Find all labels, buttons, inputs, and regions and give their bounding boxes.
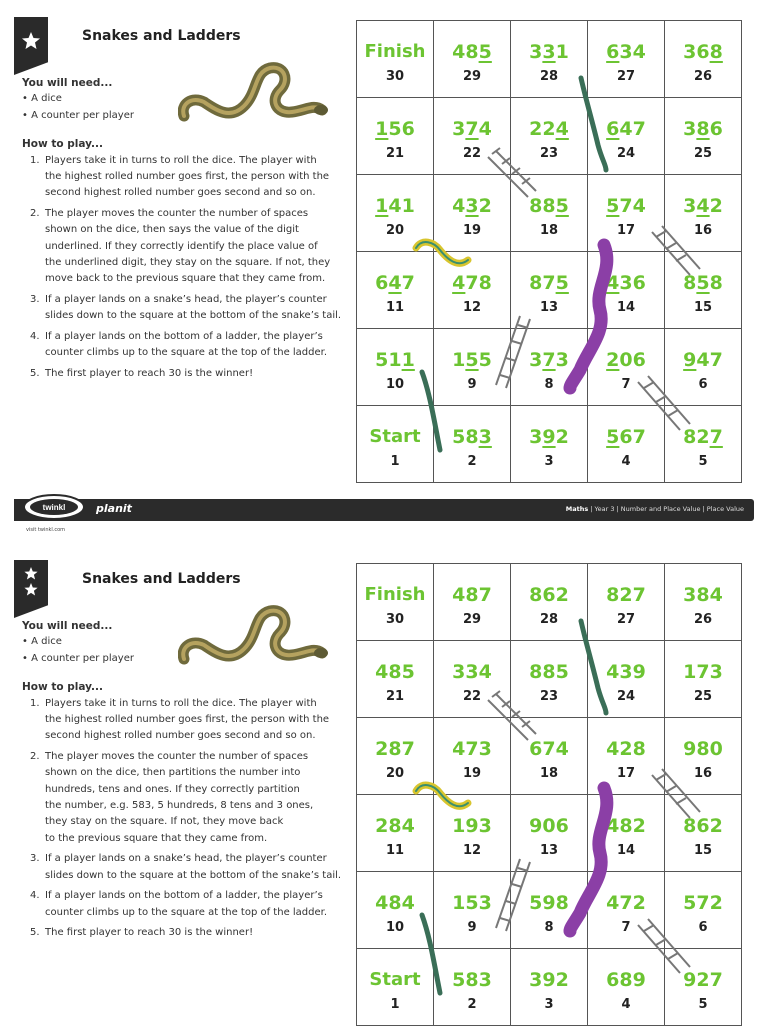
- square-number: 19: [462, 766, 482, 781]
- rule-item: [22, 153, 352, 202]
- underlined-digit: 5: [465, 349, 479, 371]
- square-number: 28: [539, 69, 559, 84]
- square-number: 8: [544, 920, 554, 935]
- list-item: • A counter per player: [22, 109, 134, 121]
- square-value: 980: [683, 738, 723, 760]
- board-square: [357, 406, 434, 483]
- rule-line: second highest rolled number goes second and so on.: [45, 730, 316, 742]
- board-square: [665, 795, 742, 872]
- worksheet-title: Snakes and Ladders: [82, 571, 241, 587]
- square-number: 16: [693, 766, 713, 781]
- square-value: 284: [375, 815, 415, 837]
- square-value: 484: [375, 892, 415, 914]
- square-value: 374: [452, 118, 492, 140]
- square-value: 885: [529, 661, 569, 683]
- list-item: • A dice: [22, 93, 62, 105]
- star-icon: [14, 17, 48, 75]
- underlined-digit: 4: [555, 118, 569, 140]
- board-square: [434, 252, 511, 329]
- underlined-digit: 9: [683, 349, 697, 371]
- square-number: 7: [621, 377, 631, 392]
- square-value: 373: [529, 349, 569, 371]
- underlined-digit: 4: [388, 272, 402, 294]
- star-icon: [14, 560, 48, 618]
- underlined-digit: 1: [375, 195, 389, 217]
- rule-line: slides down to the square at the bottom of the snake’s tail.: [45, 310, 342, 322]
- square-value: 674: [529, 738, 569, 760]
- rule-item: [22, 749, 352, 847]
- square-number: 25: [693, 146, 713, 161]
- rule-number: 4.: [30, 890, 40, 902]
- rule-item: [22, 888, 352, 921]
- rule-line: the number, e.g. 583, 5 hundreds, 8 tens and 3 ones,: [45, 800, 314, 812]
- underlined-digit: 5: [696, 272, 710, 294]
- board-square: [434, 175, 511, 252]
- square-number: 17: [616, 223, 636, 238]
- board-square: [434, 98, 511, 175]
- underlined-digit: 6: [606, 41, 620, 63]
- square-value: 156: [375, 118, 415, 140]
- rule-number: 2.: [30, 207, 40, 219]
- square-value: 487: [452, 584, 492, 606]
- board-square: [665, 252, 742, 329]
- board-square: [357, 329, 434, 406]
- square-number: 8: [544, 377, 554, 392]
- board-square: [511, 718, 588, 795]
- board-square: [357, 175, 434, 252]
- square-value: 511: [375, 349, 415, 371]
- board-square: [588, 406, 665, 483]
- board-square: [665, 175, 742, 252]
- rule-line: the highest rolled number goes first, the person with the: [45, 171, 330, 183]
- underlined-digit: 6: [606, 118, 620, 140]
- square-number: 21: [385, 689, 405, 704]
- board-square: [434, 718, 511, 795]
- underlined-digit: 5: [606, 195, 620, 217]
- rule-line: hundreds, tens and ones. If they correctly partition: [45, 783, 300, 795]
- square-value: 173: [683, 661, 723, 683]
- square-number: 13: [539, 843, 559, 858]
- rule-line: Players take it in turns to roll the dice. The player with: [45, 154, 317, 166]
- square-value: 858: [683, 272, 723, 294]
- square-number: 6: [698, 377, 708, 392]
- underlined-digit: 8: [696, 118, 710, 140]
- board-square: [434, 872, 511, 949]
- square-number: 4: [621, 454, 631, 469]
- square-number: 2: [467, 454, 477, 469]
- square-value: 689: [606, 969, 646, 991]
- star-tab: [14, 17, 48, 75]
- rule-line: slides down to the square at the bottom of the snake’s tail.: [45, 869, 342, 881]
- board-square: [511, 98, 588, 175]
- rule-line: If a player lands on a snake’s head, the player’s counter: [45, 853, 327, 865]
- board-square: [511, 564, 588, 641]
- square-number: 20: [385, 766, 405, 781]
- board-square: [434, 21, 511, 98]
- underlined-digit: 4: [696, 195, 710, 217]
- rule-line: the highest rolled number goes first, the person with the: [45, 714, 330, 726]
- board-square: [665, 406, 742, 483]
- square-number: 29: [462, 612, 482, 627]
- board-square: [588, 252, 665, 329]
- board-square: [357, 564, 434, 641]
- rule-number: 1.: [30, 154, 40, 166]
- square-number: 21: [385, 146, 405, 161]
- board-square: [665, 564, 742, 641]
- board-square: [511, 21, 588, 98]
- square-value: 875: [529, 272, 569, 294]
- square-value: 206: [606, 349, 646, 371]
- board-square: [588, 872, 665, 949]
- square-number: 2: [467, 997, 477, 1012]
- board-square: [434, 564, 511, 641]
- square-value: 472: [606, 892, 646, 914]
- square-value: 947: [683, 349, 723, 371]
- square-number: 22: [462, 146, 482, 161]
- board-square: [511, 175, 588, 252]
- underlined-digit: 1: [401, 349, 415, 371]
- square-value: Finish: [364, 584, 426, 605]
- board-square: [588, 98, 665, 175]
- square-number: 14: [616, 300, 636, 315]
- square-number: 9: [467, 920, 477, 935]
- board-square: [588, 718, 665, 795]
- underlined-digit: 3: [542, 41, 556, 63]
- rule-item: [22, 206, 352, 288]
- square-number: 5: [698, 454, 708, 469]
- rules-list: [22, 696, 352, 942]
- board-square: [588, 949, 665, 1026]
- square-value: 473: [452, 738, 492, 760]
- board-square: [588, 795, 665, 872]
- board-square: [434, 949, 511, 1026]
- underlined-digit: 7: [465, 118, 479, 140]
- square-value: 193: [452, 815, 492, 837]
- square-value: 583: [452, 426, 492, 448]
- underlined-digit: 8: [709, 41, 723, 63]
- square-value: 572: [683, 892, 723, 914]
- square-number: 13: [539, 300, 559, 315]
- underlined-digit: 5: [555, 195, 569, 217]
- square-number: 26: [693, 69, 713, 84]
- you-will-need-heading: You will need...: [22, 620, 113, 632]
- brand-name: planit: [96, 502, 132, 515]
- square-number: 30: [385, 612, 405, 627]
- board-square: [588, 641, 665, 718]
- board-square: [434, 795, 511, 872]
- worksheet-2: [0, 543, 768, 1024]
- rule-line: they stay on the square. If not, they move back: [45, 816, 284, 828]
- board-square: [511, 641, 588, 718]
- rule-line: If a player lands on the bottom of a ladder, the player’s: [45, 890, 323, 902]
- rule-number: 1.: [30, 697, 40, 709]
- rule-line: second highest rolled number goes second and so on.: [45, 187, 316, 199]
- square-value: Finish: [364, 41, 426, 62]
- square-number: 11: [385, 300, 405, 315]
- underlined-digit: 3: [465, 195, 479, 217]
- board-square: [357, 98, 434, 175]
- square-value: 583: [452, 969, 492, 991]
- square-number: 14: [616, 843, 636, 858]
- square-value: 287: [375, 738, 415, 760]
- rule-line: The player moves the counter the number of spaces: [45, 207, 309, 219]
- board-square: [511, 949, 588, 1026]
- board-square: [357, 641, 434, 718]
- rule-line: If a player lands on the bottom of a ladder, the player’s: [45, 330, 323, 342]
- square-number: 24: [616, 689, 636, 704]
- square-number: 27: [616, 612, 636, 627]
- underlined-digit: 9: [542, 426, 556, 448]
- square-number: 15: [693, 843, 713, 858]
- square-number: 11: [385, 843, 405, 858]
- square-number: 3: [544, 997, 554, 1012]
- rule-number: 3.: [30, 293, 40, 305]
- rule-line: Players take it in turns to roll the dice. The player with: [45, 697, 317, 709]
- board-square: [665, 949, 742, 1026]
- square-number: 28: [539, 612, 559, 627]
- underlined-digit: 2: [606, 349, 620, 371]
- square-value: 574: [606, 195, 646, 217]
- rule-number: 3.: [30, 853, 40, 865]
- square-value: 634: [606, 41, 646, 63]
- square-number: 20: [385, 223, 405, 238]
- square-number: 18: [539, 766, 559, 781]
- square-value: 647: [375, 272, 415, 294]
- square-value: 368: [683, 41, 723, 63]
- square-value: 927: [683, 969, 723, 991]
- board-square: [357, 795, 434, 872]
- underlined-digit: 5: [606, 426, 620, 448]
- rule-line: the underlined digit, they stay on the square. If not, they: [45, 257, 331, 269]
- game-board: [356, 20, 742, 483]
- board-square: [511, 795, 588, 872]
- square-number: 4: [621, 997, 631, 1012]
- board-square: [588, 175, 665, 252]
- board-square: [588, 564, 665, 641]
- square-number: 1: [390, 997, 400, 1012]
- rules-list: [22, 153, 352, 382]
- rule-item: [22, 925, 352, 941]
- square-number: 9: [467, 377, 477, 392]
- square-value: 392: [529, 426, 569, 448]
- square-number: 6: [698, 920, 708, 935]
- square-value: 392: [529, 969, 569, 991]
- list-item: • A dice: [22, 636, 62, 648]
- board-square: [357, 872, 434, 949]
- underlined-digit: 5: [478, 41, 492, 63]
- instructions: [22, 75, 352, 386]
- square-value: 485: [375, 661, 415, 683]
- board-square: [434, 406, 511, 483]
- square-value: 567: [606, 426, 646, 448]
- how-to-play-heading: How to play...: [22, 138, 103, 151]
- rule-line: The player moves the counter the number of spaces: [45, 750, 309, 762]
- rule-item: [22, 292, 352, 325]
- square-number: 7: [621, 920, 631, 935]
- board-square: [665, 329, 742, 406]
- square-number: 25: [693, 689, 713, 704]
- square-value: 331: [529, 41, 569, 63]
- square-value: 334: [452, 661, 492, 683]
- rule-number: 5.: [30, 367, 40, 379]
- square-value: 432: [452, 195, 492, 217]
- square-number: 29: [462, 69, 482, 84]
- board-square: [511, 872, 588, 949]
- square-value: 428: [606, 738, 646, 760]
- square-number: 10: [385, 377, 405, 392]
- square-value: 862: [529, 584, 569, 606]
- board-square: [357, 252, 434, 329]
- underlined-digit: 3: [478, 426, 492, 448]
- square-number: 23: [539, 146, 559, 161]
- board-square: [357, 949, 434, 1026]
- rule-line: to the previous square that they came from.: [45, 832, 268, 844]
- square-value: Start: [369, 426, 421, 447]
- square-value: Start: [369, 969, 421, 990]
- square-value: 224: [529, 118, 569, 140]
- twinkl-logo: [20, 490, 88, 524]
- board-square: [434, 641, 511, 718]
- square-number: 27: [616, 69, 636, 84]
- square-value: 439: [606, 661, 646, 683]
- underlined-digit: 4: [606, 272, 620, 294]
- subject: Maths: [565, 505, 589, 513]
- rule-item: [22, 696, 352, 745]
- site-url: visit twinkl.com: [26, 527, 66, 533]
- square-value: 647: [606, 118, 646, 140]
- instructions: [22, 618, 352, 945]
- rule-item: [22, 851, 352, 884]
- square-number: 19: [462, 223, 482, 238]
- square-value: 141: [375, 195, 415, 217]
- square-value: 478: [452, 272, 492, 294]
- rule-number: 5.: [30, 926, 40, 938]
- board-square: [511, 329, 588, 406]
- board-square: [588, 21, 665, 98]
- rule-item: [22, 329, 352, 362]
- rule-line: move back to the previous square that they came from.: [45, 273, 326, 285]
- rule-line: The first player to reach 30 is the winner!: [45, 926, 254, 938]
- rule-line: underlined. If they correctly identify the place value of: [45, 240, 318, 252]
- underlined-digit: 7: [709, 426, 723, 448]
- square-value: 485: [452, 41, 492, 63]
- breadcrumb: [566, 505, 744, 513]
- square-number: 12: [462, 300, 482, 315]
- board-square: [357, 21, 434, 98]
- square-value: 155: [452, 349, 492, 371]
- game-board: [356, 563, 742, 1026]
- square-number: 16: [693, 223, 713, 238]
- rule-line: The first player to reach 30 is the winner!: [45, 367, 254, 379]
- square-number: 18: [539, 223, 559, 238]
- square-number: 1: [390, 454, 400, 469]
- square-value: 906: [529, 815, 569, 837]
- list-item: • A counter per player: [22, 652, 134, 664]
- square-value: 482: [606, 815, 646, 837]
- board-square: [665, 718, 742, 795]
- you-will-need-heading: You will need...: [22, 77, 113, 89]
- board-square: [434, 329, 511, 406]
- rule-number: 2.: [30, 750, 40, 762]
- breadcrumb-path: | Year 3 | Number and Place Value | Place Value: [588, 505, 744, 513]
- underlined-digit: 1: [375, 118, 389, 140]
- board-square: [511, 252, 588, 329]
- square-number: 30: [385, 69, 405, 84]
- board-square: [665, 872, 742, 949]
- rule-line: shown on the dice, then partitions the number into: [45, 767, 301, 779]
- square-value: 384: [683, 584, 723, 606]
- square-value: 827: [683, 426, 723, 448]
- rule-item: [22, 366, 352, 382]
- square-number: 23: [539, 689, 559, 704]
- square-number: 5: [698, 997, 708, 1012]
- rule-line: If a player lands on a snake’s head, the player’s counter: [45, 293, 327, 305]
- square-number: 17: [616, 766, 636, 781]
- board-square: [665, 98, 742, 175]
- square-number: 26: [693, 612, 713, 627]
- square-number: 3: [544, 454, 554, 469]
- rule-number: 4.: [30, 330, 40, 342]
- square-number: 24: [616, 146, 636, 161]
- rule-line: counter climbs up to the square at the top of the ladder.: [45, 347, 328, 359]
- how-to-play-heading: How to play...: [22, 681, 103, 694]
- board-square: [511, 406, 588, 483]
- logo-text: twinkl: [42, 503, 66, 512]
- square-value: 436: [606, 272, 646, 294]
- square-value: 885: [529, 195, 569, 217]
- square-value: 153: [452, 892, 492, 914]
- board-square: [665, 641, 742, 718]
- square-number: 12: [462, 843, 482, 858]
- square-value: 342: [683, 195, 723, 217]
- star-tab: [14, 560, 48, 618]
- square-value: 386: [683, 118, 723, 140]
- board-square: [665, 21, 742, 98]
- square-number: 10: [385, 920, 405, 935]
- square-value: 862: [683, 815, 723, 837]
- rule-line: shown on the dice, then says the value of the digit: [45, 224, 299, 236]
- square-value: 598: [529, 892, 569, 914]
- square-number: 15: [693, 300, 713, 315]
- underlined-digit: 5: [555, 272, 569, 294]
- board-square: [357, 718, 434, 795]
- underlined-digit: 7: [542, 349, 556, 371]
- board-square: [588, 329, 665, 406]
- rule-line: counter climbs up to the square at the top of the ladder.: [45, 906, 328, 918]
- square-number: 22: [462, 689, 482, 704]
- underlined-digit: 4: [452, 272, 466, 294]
- worksheet-title: Snakes and Ladders: [82, 28, 241, 44]
- square-value: 827: [606, 584, 646, 606]
